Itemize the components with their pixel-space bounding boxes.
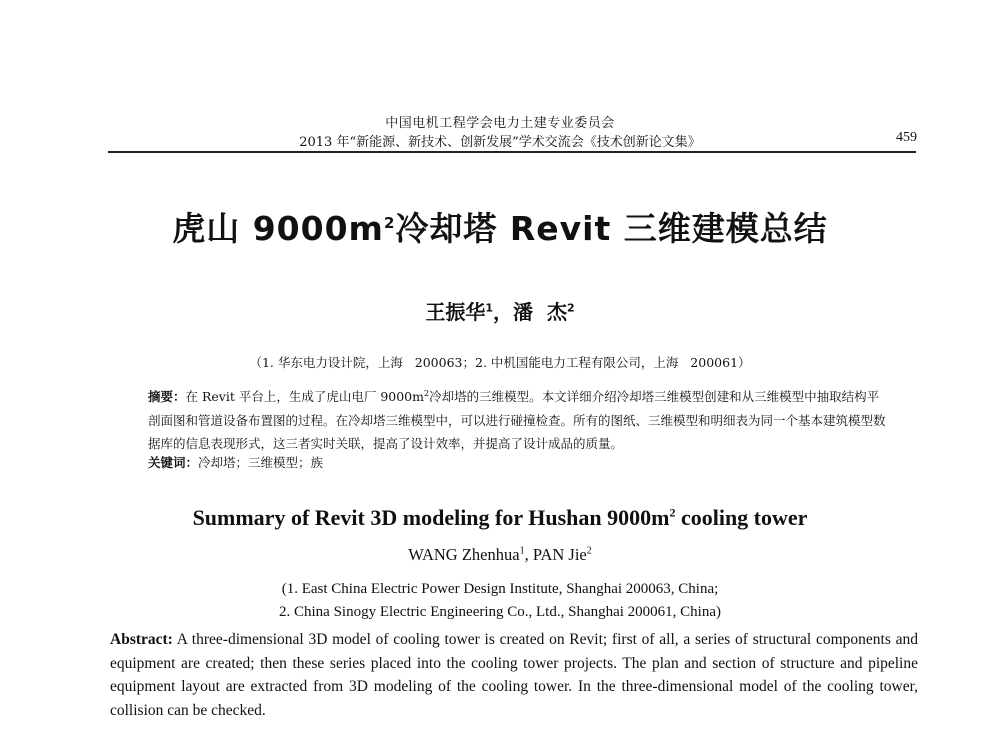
author-separator-cn: ，	[493, 300, 514, 324]
keywords-cn-label: 关键词：	[148, 455, 199, 470]
abstract-cn-text-part1: 在 Revit 平台上，生成了虎山电厂 9000m	[185, 389, 424, 405]
author-2-cn-mark: 2	[566, 301, 575, 315]
abstract-cn-text-part2: 冷却塔的三维模型。本文详细介绍冷却塔三维模型创建和从三维模型中抽取结构平剖面图和管道设备布置图的过程。在冷却塔三维模型中，可以进行碰撞检查。所有的图纸、三维模型和明细表为同一个基本建筑模型数据库的信息表现形式，这三者实时关联，提高了设计效率，并提高了设计成品的质量。	[148, 389, 886, 452]
title-cn-before: 虎山 9000m	[172, 209, 384, 248]
keywords-cn	[148, 453, 888, 471]
title-en-after: cooling tower	[675, 505, 808, 530]
page-number: 459	[896, 130, 917, 145]
author-1-en-mark: 1	[519, 545, 525, 557]
abstract-cn-superscript: 2	[424, 389, 430, 398]
abstract-cn	[148, 382, 888, 456]
abstract-cn-label: 摘要：	[148, 389, 186, 405]
abstract-en-text: A three-dimensional 3D model of cooling tower is created on Revit; first of all, a series of structural components and equipment are created; then these series placed into the cooling tower projects. The plan and section of structure and pipeline equipment layout are extracted from 3D modeling of the cooling tower. In the three-dimensional model of the cooling tower, collision can be checked.	[110, 631, 918, 719]
affiliation-en-line1: (1. East China Electric Power Design Institute, Shanghai 200063, China;	[281, 581, 719, 597]
paper-title-cn	[0, 203, 1000, 250]
abstract-en	[110, 628, 918, 722]
author-separator-en: ,	[524, 545, 533, 564]
author-2-cn: 潘 杰	[513, 300, 567, 324]
author-2-en-mark: 2	[586, 545, 592, 557]
authors-en	[0, 545, 1000, 565]
affiliations-cn: （1. 华东电力设计院，上海 200063；2. 中机国能电力工程有限公司，上海 200061）	[249, 355, 751, 370]
affiliation-en-line2: 2. China Sinogy Electric Engineering Co., Ltd., Shanghai 200061, China)	[278, 604, 722, 620]
authors-cn	[0, 296, 1000, 325]
running-header-line1: 中国电机工程学会电力土建专业委员会	[385, 116, 615, 131]
keywords-cn-text: 冷却塔；三维模型；族	[198, 455, 324, 470]
paper-title-en	[0, 505, 1000, 531]
author-1-cn: 王振华	[425, 300, 486, 324]
author-2-en: PAN Jie	[532, 545, 587, 564]
author-1-en: WANG Zhenhua	[408, 545, 520, 564]
abstract-en-label: Abstract:	[110, 631, 173, 648]
header-rule	[108, 151, 916, 153]
running-header-line2: 2013 年“新能源、新技术、创新发展”学术交流会《技术创新论文集》	[299, 135, 701, 150]
title-cn-superscript: 2	[383, 214, 396, 232]
title-en-before: Summary of Revit 3D modeling for Hushan 9000m	[192, 505, 670, 530]
author-1-cn-mark: 1	[485, 301, 494, 315]
title-cn-after: 冷却塔 Revit 三维建模总结	[395, 209, 828, 248]
title-en-superscript: 2	[669, 505, 676, 520]
